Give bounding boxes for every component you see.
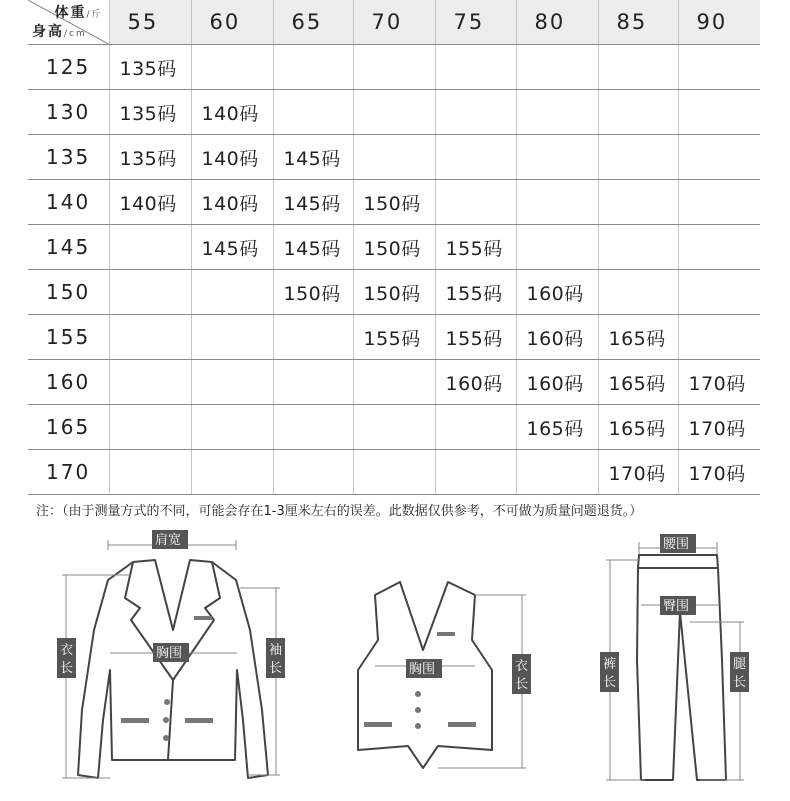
- size-cell: 140码: [109, 180, 191, 225]
- weight-header: 55: [109, 0, 191, 45]
- table-row: [28, 360, 760, 405]
- weight-header: 85: [598, 0, 678, 45]
- trousers-outline: [637, 555, 726, 780]
- size-cell: [109, 225, 191, 270]
- jacket-button-2: [163, 717, 169, 723]
- size-cell: [109, 450, 191, 495]
- table-row: [28, 225, 760, 270]
- size-cell: 135码: [109, 135, 191, 180]
- tag-trousers-length: [600, 652, 619, 692]
- vest-pocket-right: [448, 722, 476, 727]
- size-cell: 160码: [516, 270, 598, 315]
- size-cell: 170码: [598, 450, 678, 495]
- size-cell: 135码: [109, 90, 191, 135]
- size-cell: [516, 225, 598, 270]
- weight-label: 体重/斤: [54, 5, 103, 21]
- size-cell: [273, 360, 353, 405]
- size-cell: [191, 360, 273, 405]
- size-cell: 150码: [353, 225, 435, 270]
- size-cell: 165码: [598, 360, 678, 405]
- size-cell: 150码: [273, 270, 353, 315]
- size-cell: 160码: [516, 315, 598, 360]
- tag-hip: [660, 596, 696, 615]
- table-row: [28, 405, 760, 450]
- size-cell: [353, 90, 435, 135]
- size-cell: [598, 180, 678, 225]
- size-cell: 155码: [435, 315, 516, 360]
- height-value: 135: [28, 135, 109, 180]
- header-row: [28, 0, 760, 45]
- height-value: 150: [28, 270, 109, 315]
- svg-text:臀围: 臀围: [663, 599, 690, 614]
- size-cell: 170码: [678, 405, 760, 450]
- size-cell: [435, 450, 516, 495]
- weight-header: 70: [353, 0, 435, 45]
- weight-header: 75: [435, 0, 516, 45]
- svg-text:腰围: 腰围: [663, 537, 690, 552]
- height-value: 155: [28, 315, 109, 360]
- height-value: 130: [28, 90, 109, 135]
- table-row: [28, 135, 760, 180]
- garment-measurement-diagrams: [0, 520, 790, 801]
- size-cell: [435, 405, 516, 450]
- size-cell: [516, 90, 598, 135]
- size-cell: [598, 225, 678, 270]
- size-cell: 140码: [191, 135, 273, 180]
- size-cell: 155码: [353, 315, 435, 360]
- jacket-lapel-right: [173, 562, 220, 680]
- jacket-pocket-left: [121, 718, 149, 723]
- size-cell: 160码: [435, 360, 516, 405]
- size-cell: [191, 45, 273, 90]
- size-cell: [353, 135, 435, 180]
- size-cell: [353, 360, 435, 405]
- svg-text:胸围: 胸围: [156, 646, 183, 661]
- svg-text:衣: 衣: [515, 659, 529, 674]
- size-cell: 150码: [353, 180, 435, 225]
- size-cell: [516, 135, 598, 180]
- size-cell: [273, 405, 353, 450]
- tag-vest-chest: [406, 659, 442, 678]
- svg-text:肩宽: 肩宽: [155, 533, 182, 548]
- size-cell: 155码: [435, 270, 516, 315]
- jacket-outline: [78, 560, 268, 778]
- size-cell: [678, 315, 760, 360]
- size-cell: [109, 360, 191, 405]
- size-cell: [435, 90, 516, 135]
- height-value: 125: [28, 45, 109, 90]
- size-cell: 145码: [273, 180, 353, 225]
- size-cell: [353, 450, 435, 495]
- svg-text:长: 长: [269, 661, 283, 676]
- size-cell: 160码: [516, 360, 598, 405]
- size-cell: [191, 270, 273, 315]
- size-cell: [678, 270, 760, 315]
- size-cell: 145码: [273, 135, 353, 180]
- tag-vest-length: [512, 654, 531, 694]
- svg-text:衣: 衣: [60, 643, 74, 658]
- size-cell: [598, 90, 678, 135]
- size-cell: [598, 45, 678, 90]
- size-cell: [273, 90, 353, 135]
- size-cell: [516, 450, 598, 495]
- height-value: 140: [28, 180, 109, 225]
- vest-button-1: [415, 691, 421, 697]
- svg-text:裤: 裤: [603, 657, 617, 672]
- vest-chest-pocket: [437, 632, 455, 636]
- size-cell: [598, 135, 678, 180]
- height-value: 165: [28, 405, 109, 450]
- jacket-button-1: [164, 699, 170, 705]
- size-cell: [273, 450, 353, 495]
- size-cell: [191, 315, 273, 360]
- size-cell: [516, 180, 598, 225]
- jacket-pocket-right: [185, 718, 213, 723]
- size-cell: [435, 45, 516, 90]
- svg-text:袖: 袖: [269, 643, 283, 658]
- table-row: [28, 270, 760, 315]
- size-cell: [516, 45, 598, 90]
- size-cell: 170码: [678, 360, 760, 405]
- tag-jacket-chest: [153, 643, 189, 662]
- jacket-button-3: [163, 735, 169, 741]
- svg-text:长: 长: [60, 661, 74, 676]
- table-row: [28, 315, 760, 360]
- size-cell: [678, 45, 760, 90]
- weight-header: 65: [273, 0, 353, 45]
- size-cell: [353, 405, 435, 450]
- height-value: 160: [28, 360, 109, 405]
- size-cell: [678, 225, 760, 270]
- size-cell: [678, 135, 760, 180]
- size-cell: 165码: [598, 315, 678, 360]
- size-cell: 145码: [191, 225, 273, 270]
- size-cell: [109, 270, 191, 315]
- corner-cell: [28, 0, 109, 45]
- height-value: 170: [28, 450, 109, 495]
- jacket-chest-pocket: [194, 616, 212, 620]
- trousers-leg-line: [690, 622, 747, 780]
- size-cell: [109, 405, 191, 450]
- size-cell: [273, 315, 353, 360]
- size-cell: [598, 270, 678, 315]
- size-cell: [435, 180, 516, 225]
- svg-text:胸围: 胸围: [409, 662, 436, 677]
- size-cell: 135码: [109, 45, 191, 90]
- weight-header: 80: [516, 0, 598, 45]
- jacket-lapel-left: [125, 562, 173, 680]
- size-chart-table: [28, 0, 760, 495]
- height-value: 145: [28, 225, 109, 270]
- table-row: [28, 90, 760, 135]
- size-cell: 150码: [353, 270, 435, 315]
- table-row: [28, 450, 760, 495]
- svg-text:腿: 腿: [733, 657, 747, 672]
- tag-sleeve-length: [266, 638, 285, 678]
- size-cell: [191, 405, 273, 450]
- tag-jacket-length: [57, 638, 76, 678]
- svg-text:长: 长: [733, 675, 747, 690]
- size-cell: [678, 90, 760, 135]
- measurement-note: 注：（由于测量方式的不同，可能会存在1-3厘米左右的误差。此数据仅供参考，不可做为质量问题退货。）: [36, 504, 643, 519]
- size-cell: 145码: [273, 225, 353, 270]
- size-cell: 155码: [435, 225, 516, 270]
- size-cell: 170码: [678, 450, 760, 495]
- size-cell: 165码: [598, 405, 678, 450]
- size-cell: 140码: [191, 90, 273, 135]
- vest-pocket-left: [364, 722, 392, 727]
- size-cell: [191, 450, 273, 495]
- size-cell: [678, 180, 760, 225]
- weight-header: 60: [191, 0, 273, 45]
- size-cell: [353, 45, 435, 90]
- weight-header: 90: [678, 0, 760, 45]
- height-label: 身高/cm: [32, 24, 87, 40]
- tag-shoulder: [152, 530, 188, 549]
- size-cell: 165码: [516, 405, 598, 450]
- size-cell: [273, 45, 353, 90]
- svg-text:长: 长: [603, 675, 617, 690]
- tag-leg-length: [730, 652, 749, 692]
- vest-button-3: [415, 723, 421, 729]
- tag-waist: [660, 534, 696, 553]
- vest-button-2: [415, 707, 421, 713]
- size-cell: [435, 135, 516, 180]
- svg-text:长: 长: [515, 677, 529, 692]
- size-cell: [109, 315, 191, 360]
- table-row: [28, 180, 760, 225]
- table-row: [28, 45, 760, 90]
- size-cell: 140码: [191, 180, 273, 225]
